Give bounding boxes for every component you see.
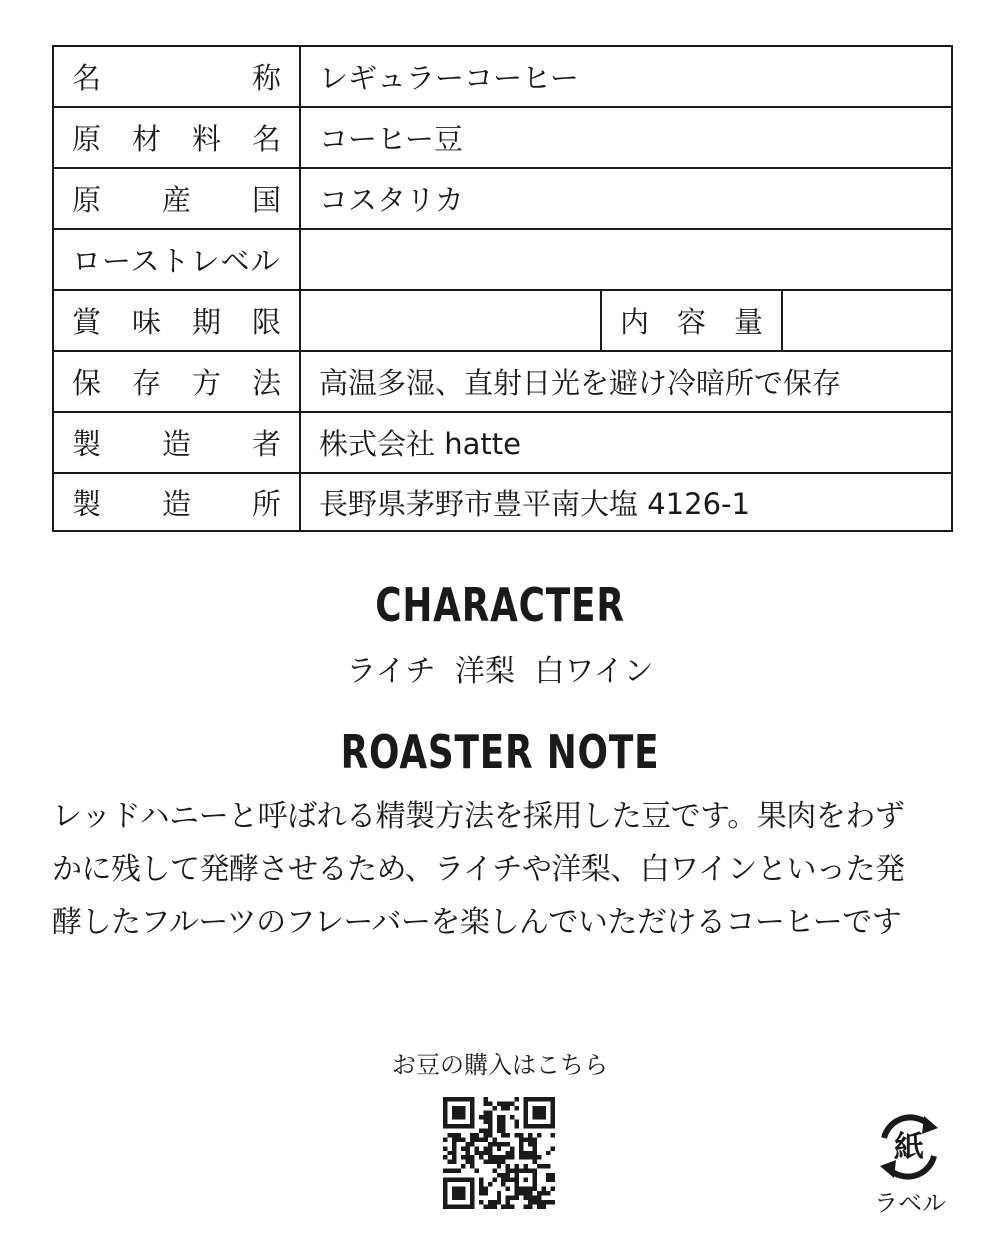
- row-name: [53, 46, 952, 107]
- row-roast-level: [53, 229, 952, 290]
- row-factory: [53, 473, 952, 531]
- value-factory: 長野県茅野市豊平南大塩 4126-1: [300, 473, 952, 531]
- roaster-note-line: レッドハニーと呼ばれる精製方法を採用した豆です。果肉をわず: [52, 799, 905, 834]
- recycle-label: ラベル: [874, 1189, 946, 1217]
- row-origin: [53, 168, 952, 229]
- key-best-before: 賞 味 期 限: [53, 290, 300, 351]
- value-ingredients: コーヒー豆: [300, 107, 952, 168]
- character-notes: ライチ 洋梨 白ワイン: [346, 654, 654, 689]
- value-manufacturer: 株式会社 hatte: [300, 412, 952, 473]
- row-best-before: [53, 290, 952, 351]
- roaster-note-heading: ROASTER NOTE: [340, 725, 660, 779]
- key-manufacturer: 製 造 者: [53, 412, 300, 473]
- row-ingredients: [53, 107, 952, 168]
- character-heading: CHARACTER: [375, 578, 625, 632]
- value-name: レギュラーコーヒー: [300, 46, 952, 107]
- product-label-table: [52, 45, 953, 532]
- key-roast-level: ローストレベル: [53, 229, 300, 290]
- row-manufacturer: [53, 412, 952, 473]
- key-storage: 保 存 方 法: [53, 351, 300, 412]
- value-net-content: [782, 290, 952, 351]
- key-factory: 製 造 所: [53, 473, 300, 531]
- qr-code-icon[interactable]: [443, 1097, 555, 1209]
- recycle-glyph: 紙: [894, 1130, 924, 1165]
- key-ingredients: 原 材 料 名: [53, 107, 300, 168]
- roaster-note-body: [52, 790, 952, 949]
- value-roast-level: [300, 229, 952, 290]
- value-best-before: [300, 290, 601, 351]
- roaster-note-line: かに残して発酵させるため、ライチや洋梨、白ワインといった発: [52, 852, 905, 887]
- key-net-content: 内 容 量: [601, 290, 782, 351]
- value-origin: コスタリカ: [300, 168, 952, 229]
- value-storage: 高温多湿、直射日光を避け冷暗所で保存: [300, 351, 952, 412]
- buy-caption: お豆の購入はこちら: [392, 1051, 608, 1079]
- key-origin: 原 産 国: [53, 168, 300, 229]
- key-name: 名 称: [53, 46, 300, 107]
- roaster-note-line: 酵したフルーツのフレーバーを楽しんでいただけるコーヒーです: [52, 905, 902, 940]
- paper-recycle-icon: [872, 1110, 946, 1184]
- row-storage: [53, 351, 952, 412]
